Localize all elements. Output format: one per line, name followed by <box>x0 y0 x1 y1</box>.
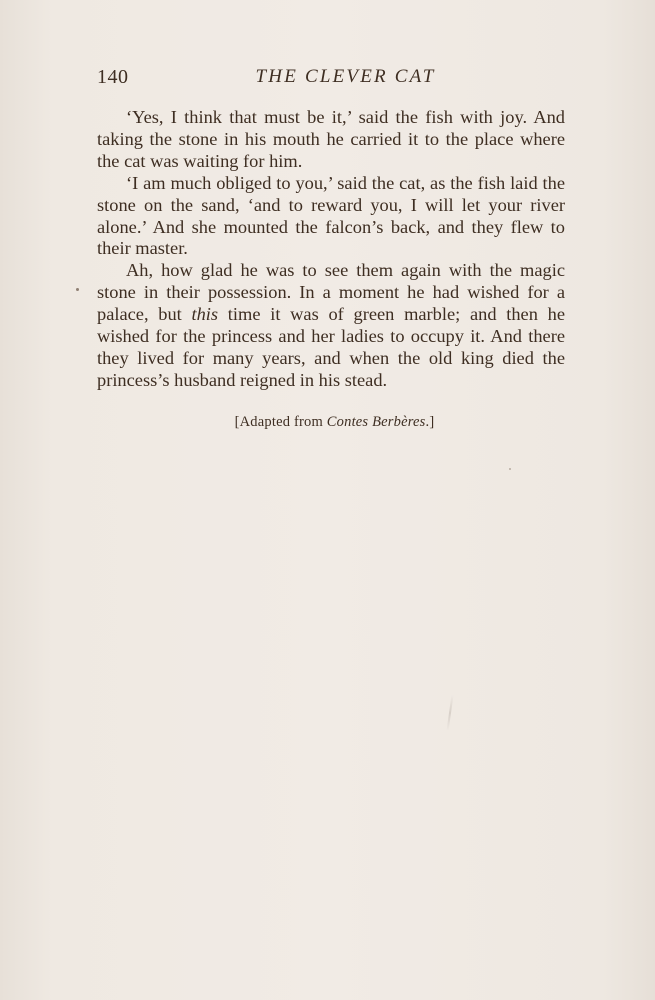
running-title: THE CLEVER CAT <box>255 66 436 87</box>
source-title: Contes Berbères <box>326 414 426 430</box>
page-header <box>97 66 564 96</box>
paper-mark <box>447 695 454 731</box>
paragraph: Ah, how glad he was to see them again with the magic stone in their possession. In a moment he had wished for a palace, but this time it was of green marble; and then he wished for the princess and her ladies to occupy it. And there they lived for many years, and when the old king died the princess’s husband reigned in his stead. <box>97 260 565 390</box>
paper-speck <box>76 288 79 291</box>
emphasis: this <box>191 304 219 325</box>
paragraph: ‘Yes, I think that must be it,’ said the fish with joy. And taking the stone in his mouth he carried it to the place where the cat was waiting for him. <box>97 107 565 171</box>
paragraph: ‘I am much obliged to you,’ said the cat, as the fish laid the stone on the sand, ‘and to reward you, I will let your river alone.’ And she mounted the falcon’s back, and they flew to their master. <box>97 172 565 259</box>
source-attribution: [Adapted from Contes Berbères.] <box>234 414 435 430</box>
paper-speck <box>509 468 511 470</box>
page-number: 140 <box>97 66 129 88</box>
body-text <box>97 107 565 392</box>
